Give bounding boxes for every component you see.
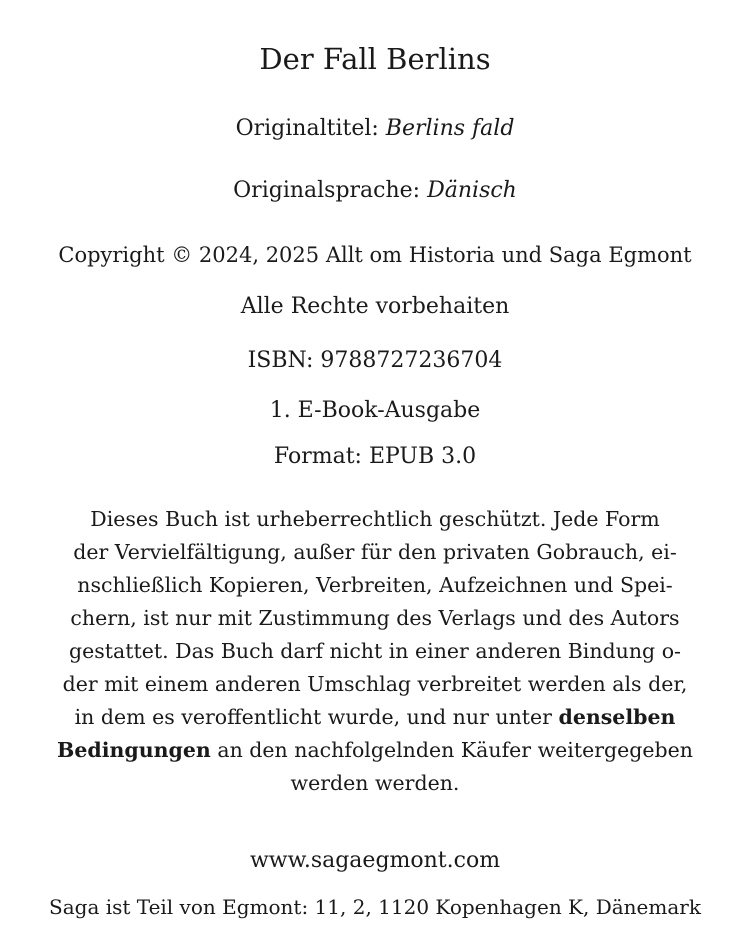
edition: 1. E-Book-Ausgabe <box>269 398 481 423</box>
publisher-address: Saga ist Teil von Egmont: 11, 2, 1120 Kopenhagen K, Dänemark <box>49 895 701 919</box>
legal-line-7-text: in dem es veroffentlicht wurde, und nur unter <box>74 705 559 729</box>
legal-line: Dieses Buch ist urheberrechtlich geschützt. Jede Form <box>90 507 660 531</box>
legal-line: gestattet. Das Buch darf nicht in einer anderen Bindung o- <box>69 639 681 663</box>
isbn: ISBN: 9788727236704 <box>247 348 503 373</box>
copyright-notice: Copyright © 2024, 2025 Allt om Historia und Saga Egmont <box>58 243 692 267</box>
original-title-line <box>0 114 750 144</box>
legal-line <box>36 701 714 734</box>
legal-line-8-bold: Bedingungen <box>57 738 211 762</box>
rights-reserved: Alle Rechte vorbehaiten <box>240 294 510 319</box>
legal-line: der mit einem anderen Umschlag verbreitet werden als der, <box>62 672 688 696</box>
legal-notice <box>36 503 714 800</box>
legal-line: werden werden. <box>290 771 460 795</box>
legal-line: chern, ist nur mit Zustimmung des Verlags und des Autors <box>70 606 680 630</box>
original-title-label: Originaltitel: <box>235 116 379 141</box>
legal-line: der Vervielfältigung, außer für den privaten Gobrauch, ei- <box>73 540 677 564</box>
legal-line-7-bold: denselben <box>558 705 676 729</box>
legal-line: nschließlich Kopieren, Verbreiten, Aufzeichnen und Spei- <box>77 573 673 597</box>
legal-line-8-text: an den nachfolgelnden Käufer weitergegeben <box>210 738 693 762</box>
legal-line <box>36 734 714 767</box>
original-language: Dänisch <box>427 178 517 203</box>
original-language-label: Originalsprache: <box>233 178 421 203</box>
original-title: Berlins fald <box>385 116 515 141</box>
website-link[interactable]: www.sagaegmont.com <box>249 848 501 873</box>
book-title: Der Fall Berlins <box>259 42 491 76</box>
original-language-line <box>0 176 750 206</box>
format: Format: EPUB 3.0 <box>273 444 477 469</box>
